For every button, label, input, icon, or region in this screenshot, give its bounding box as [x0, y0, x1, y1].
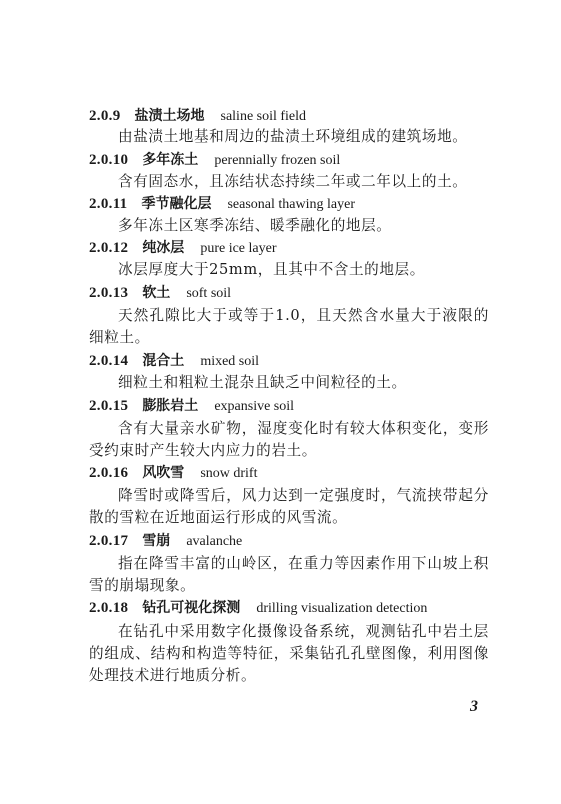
- term-english: drilling visualization detection: [256, 601, 428, 616]
- entry-heading: [89, 598, 427, 618]
- entry-number: 2.0.11: [89, 196, 128, 212]
- entry-number: 2.0.10: [89, 152, 129, 168]
- entry-definition: 冰层厚度大于25mm，且其中不含土的地层。: [118, 261, 425, 278]
- entry-heading: [89, 150, 340, 170]
- term-english: seasonal thawing layer: [227, 197, 355, 212]
- entry-heading: [89, 531, 242, 551]
- entry-heading: [89, 283, 231, 303]
- entry-heading: [89, 106, 306, 126]
- term-chinese: 钻孔可视化探测: [142, 600, 241, 616]
- term-chinese: 雪崩: [142, 533, 171, 549]
- term-chinese: 软土: [142, 285, 171, 301]
- term-chinese: 膨胀岩土: [142, 398, 199, 414]
- term-chinese: 混合土: [142, 353, 185, 369]
- term-english: mixed soil: [200, 354, 260, 369]
- entry-definition: 含有固态水，且冻结状态持续二年或二年以上的土。: [118, 173, 468, 190]
- entry-number: 2.0.18: [89, 600, 129, 616]
- entry-definition: 降雪时或降雪后，风力达到一定强度时，气流挟带起分散的雪粒在近地面运行形成的风雪流。: [89, 487, 489, 526]
- entry-definition: 含有大量亲水矿物，湿度变化时有较大体积变化，变形受约束时产生较大内应力的岩土。: [89, 420, 489, 459]
- entry-definition: 由盐渍土地基和周边的盐渍土环境组成的建筑场地。: [118, 128, 468, 145]
- entry-definition: 多年冻土区寒季冻结、暖季融化的地层。: [118, 217, 392, 234]
- term-english: avalanche: [186, 534, 243, 549]
- entry-heading: [89, 463, 257, 483]
- entry-number: 2.0.12: [89, 240, 129, 256]
- term-english: soft soil: [186, 286, 232, 301]
- entry-heading: [89, 351, 259, 371]
- entry-number: 2.0.13: [89, 285, 129, 301]
- entry-heading: [89, 238, 277, 258]
- term-chinese: 季节融化层: [141, 196, 212, 212]
- term-chinese: 多年冻土: [142, 152, 199, 168]
- term-english: expansive soil: [214, 399, 295, 414]
- term-english: snow drift: [200, 466, 258, 481]
- term-english: saline soil field: [220, 109, 307, 124]
- entry-number: 2.0.15: [89, 398, 129, 414]
- entry-number: 2.0.14: [89, 353, 129, 369]
- term-chinese: 纯冰层: [142, 240, 185, 256]
- entry-definition: 细粒土和粗粒土混杂且缺乏中间粒径的土。: [118, 374, 407, 391]
- entry-definition: 指在降雪丰富的山岭区，在重力等因素作用下山坡上积雪的崩塌现象。: [89, 555, 489, 594]
- term-english: pure ice layer: [200, 241, 277, 256]
- term-chinese: 盐渍土场地: [134, 108, 205, 124]
- entry-number: 2.0.9: [89, 108, 121, 124]
- entry-number: 2.0.16: [89, 465, 129, 481]
- entry-heading: [89, 396, 294, 416]
- term-chinese: 风吹雪: [142, 465, 185, 481]
- term-english: perennially frozen soil: [214, 153, 341, 168]
- entry-heading: [89, 194, 355, 214]
- page-number: 3: [470, 698, 478, 715]
- entry-definition: 在钻孔中采用数字化摄像设备系统，观测钻孔中岩土层的组成、结构和构造等特征，采集钻孔孔壁图像，利用图像处理技术进行地质分析。: [89, 623, 489, 684]
- entry-definition: 天然孔隙比大于或等于1.0，且天然含水量大于液限的细粒土。: [89, 307, 489, 346]
- entry-number: 2.0.17: [89, 533, 129, 549]
